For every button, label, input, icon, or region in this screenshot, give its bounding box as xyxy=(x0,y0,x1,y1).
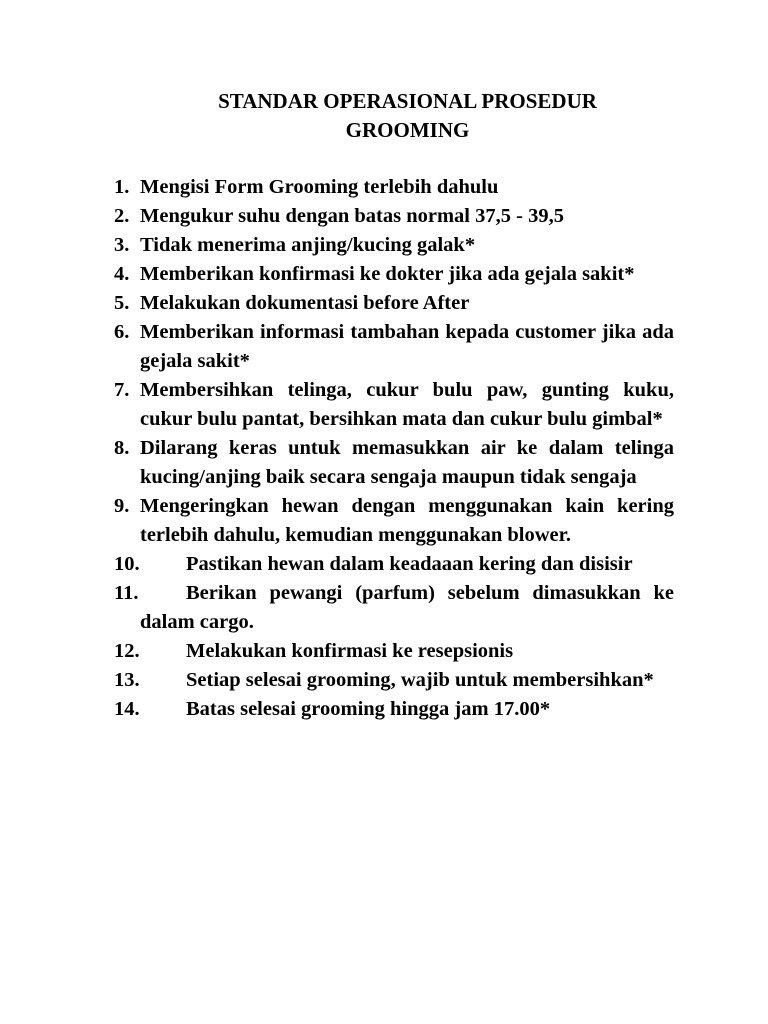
list-item xyxy=(114,666,674,695)
list-item xyxy=(114,579,674,637)
list-item xyxy=(114,260,674,289)
item-text: Memberikan konfirmasi ke dokter jika ada gejala sakit* xyxy=(140,263,635,285)
item-number: 1. xyxy=(114,176,130,198)
list-item xyxy=(114,434,674,492)
procedure-list xyxy=(114,173,674,724)
item-number: 14. xyxy=(114,698,140,720)
list-item xyxy=(114,173,674,202)
item-number: 4. xyxy=(114,263,130,285)
list-item xyxy=(114,289,674,318)
item-text: Setiap selesai grooming, wajib untuk membersihkan* xyxy=(186,669,654,691)
list-item xyxy=(114,202,674,231)
item-text: Mengeringkan hewan dengan menggunakan kain kering terlebih dahulu, kemudian menggunakan blower. xyxy=(140,495,674,546)
list-item xyxy=(114,376,674,434)
item-number: 2. xyxy=(114,205,130,227)
item-text: Memberikan informasi tambahan kepada customer jika ada gejala sakit* xyxy=(140,321,674,372)
list-item xyxy=(114,231,674,260)
item-text: Mengisi Form Grooming terlebih dahulu xyxy=(140,176,499,198)
item-text: Tidak menerima anjing/kucing galak* xyxy=(140,234,476,256)
item-text: Melakukan konfirmasi ke resepsionis xyxy=(186,640,514,662)
item-number: 6. xyxy=(114,321,130,343)
list-item xyxy=(114,318,674,376)
item-text: Melakukan dokumentasi before After xyxy=(140,292,470,314)
item-text: Dilarang keras untuk memasukkan air ke dalam telinga kucing/anjing baik secara sengaja maupun tidak sengaja xyxy=(140,437,674,488)
item-number: 7. xyxy=(114,379,130,401)
document-subtitle: GROOMING xyxy=(345,118,470,142)
item-number: 5. xyxy=(114,292,130,314)
list-item xyxy=(114,695,674,724)
item-text: Mengukur suhu dengan batas normal 37,5 - 39,5 xyxy=(140,205,564,227)
item-text: Berikan pewangi (parfum) sebelum dimasukkan ke dalam cargo. xyxy=(140,582,674,633)
list-item xyxy=(114,637,674,666)
item-text: Batas selesai grooming hingga jam 17.00* xyxy=(186,698,551,720)
item-number: 8. xyxy=(114,437,130,459)
item-number: 9. xyxy=(114,495,130,517)
document-title: STANDAR OPERASIONAL PROSEDUR xyxy=(218,89,597,113)
item-number: 11. xyxy=(114,582,139,604)
list-item xyxy=(114,550,674,579)
item-number: 13. xyxy=(114,669,140,691)
item-text: Membersihkan telinga, cukur bulu paw, gunting kuku, cukur bulu pantat, bersihkan mata dan cukur bulu gimbal* xyxy=(140,379,674,430)
item-number: 3. xyxy=(114,234,130,256)
item-number: 10. xyxy=(114,553,140,575)
list-item xyxy=(114,492,674,550)
item-text: Pastikan hewan dalam keadaaan kering dan disisir xyxy=(186,553,633,575)
item-number: 12. xyxy=(114,640,140,662)
